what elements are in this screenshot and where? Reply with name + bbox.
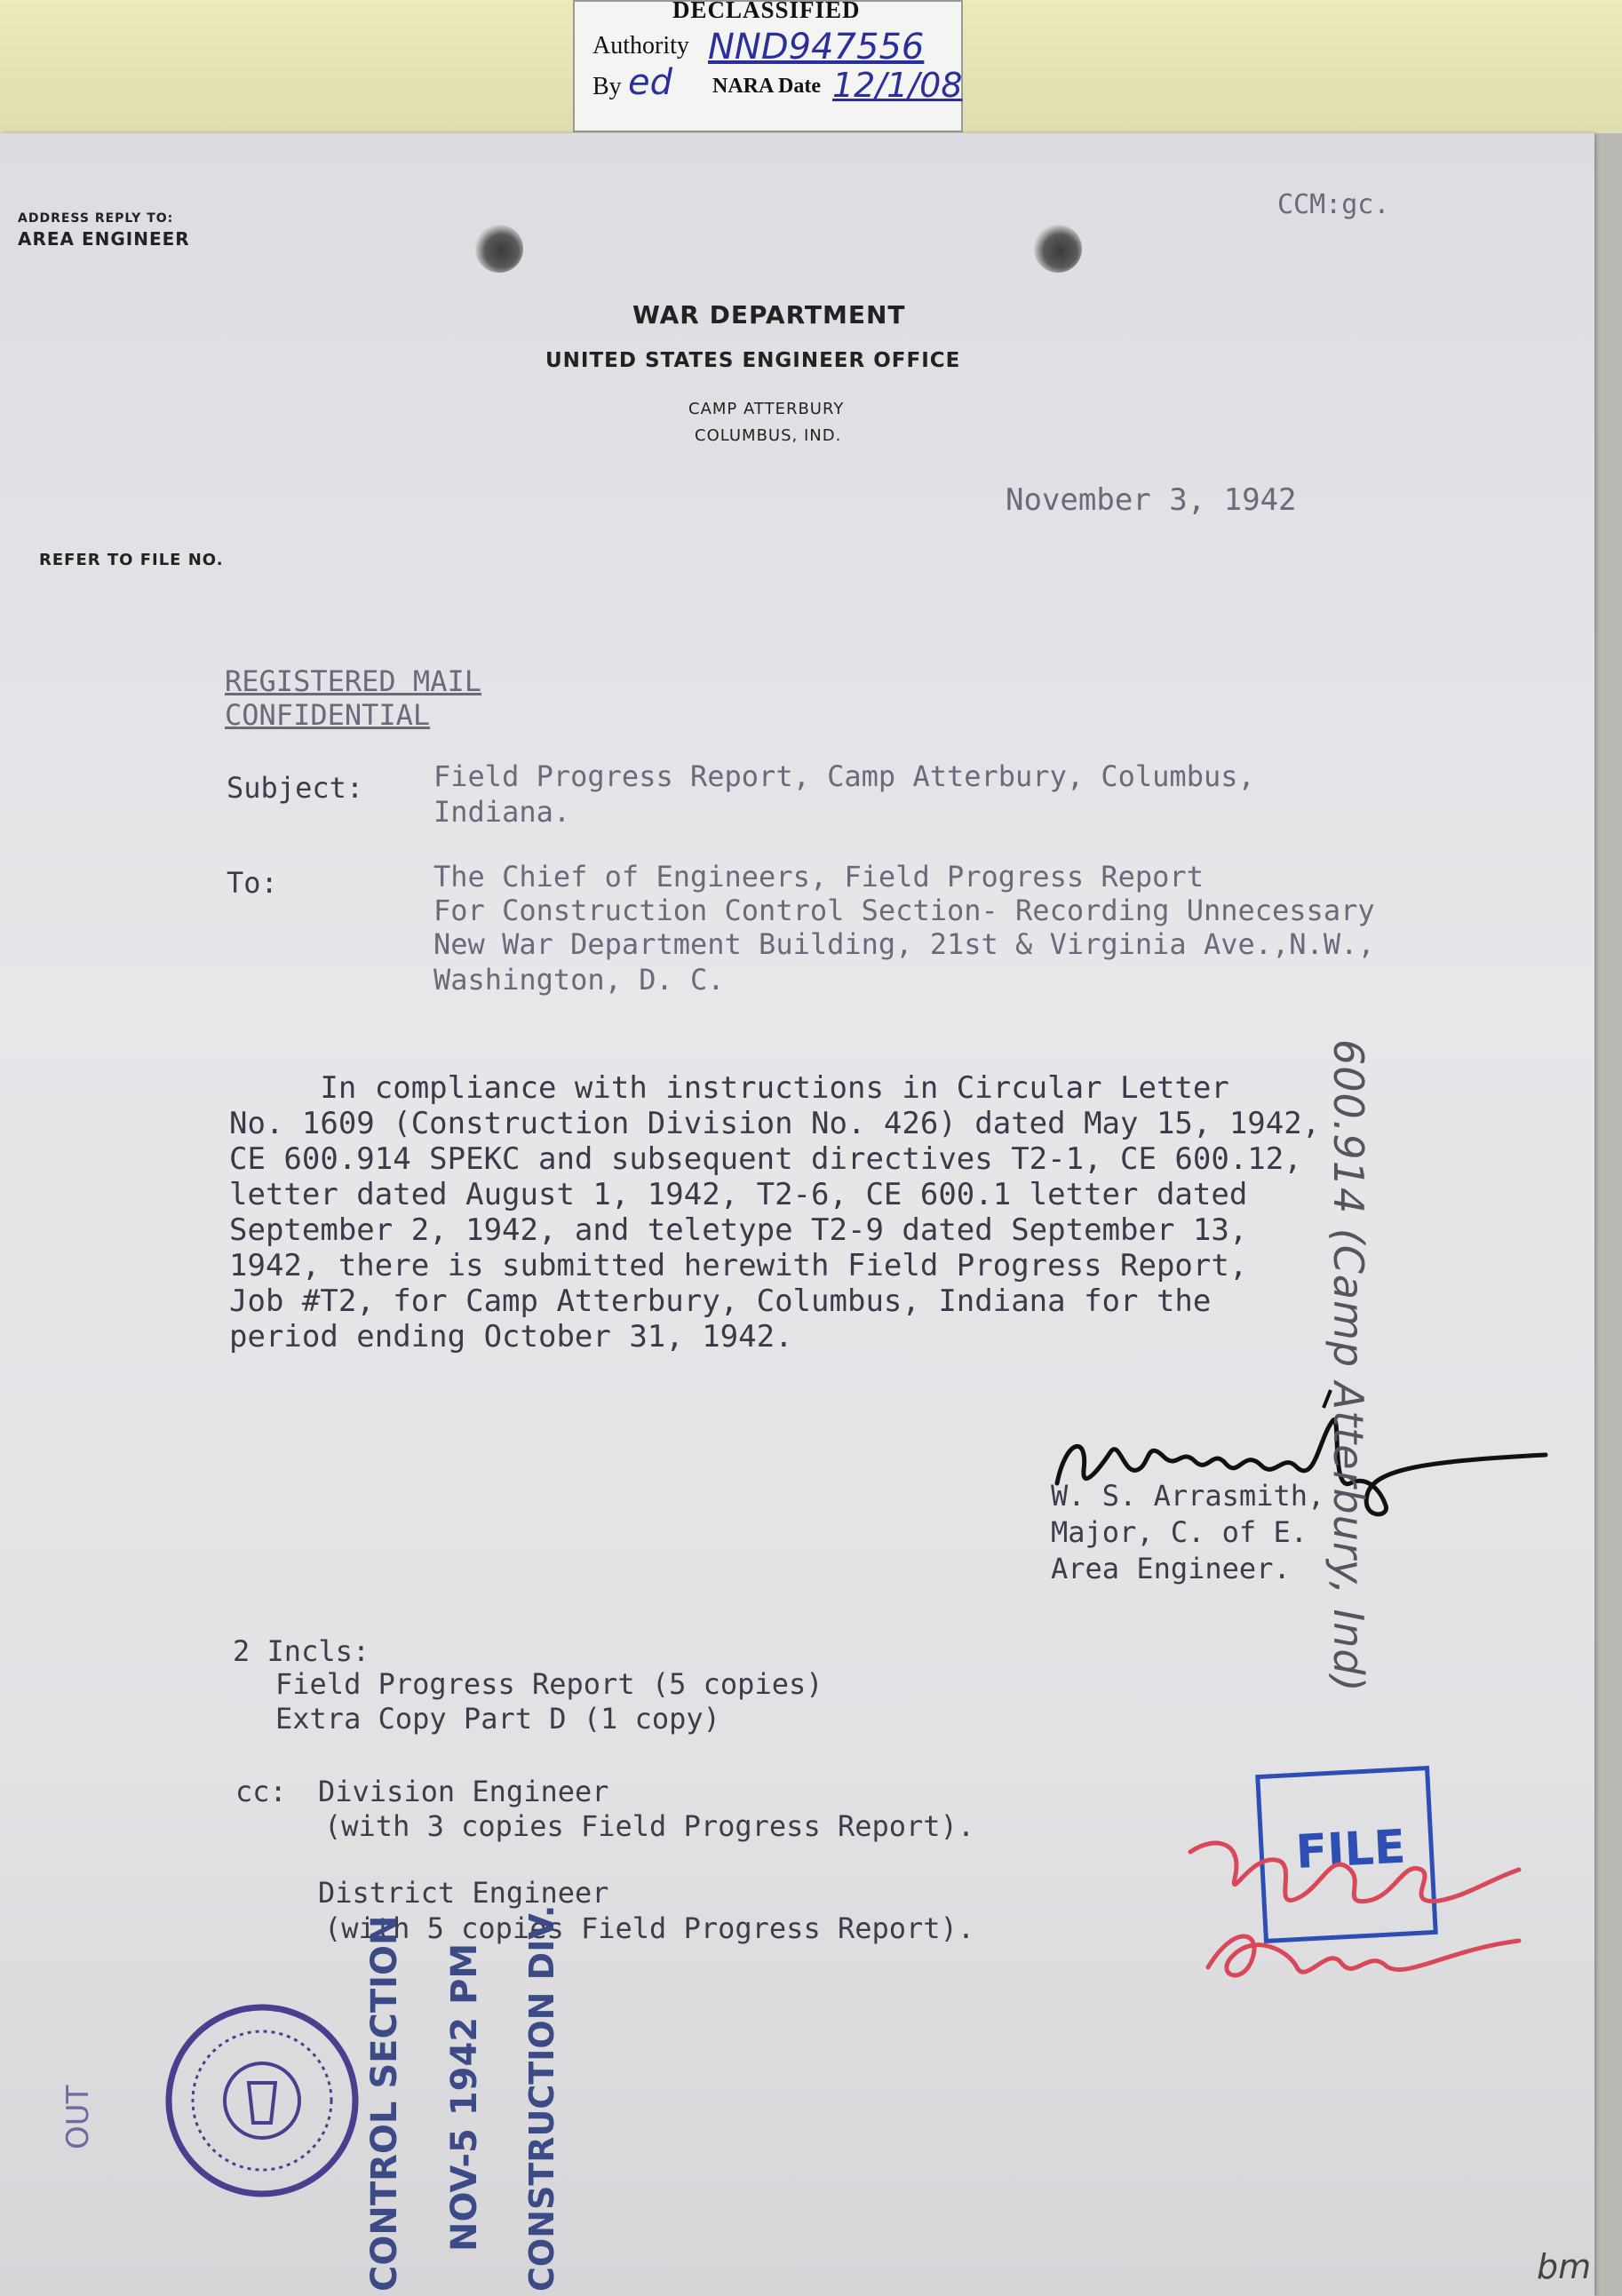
declassified-label: [573, 0, 963, 132]
letter-page: [0, 133, 1594, 2296]
round-date-stamp: [160, 1998, 364, 2203]
to-line2: For Construction Control Section- Recording Unnecessary: [433, 894, 1375, 927]
to-line1: The Chief of Engineers, Field Progress Report: [433, 860, 1204, 894]
by-label: By: [592, 73, 622, 100]
to-label: To:: [227, 866, 278, 900]
red-ink-initials: [1181, 1816, 1528, 2021]
cc-division-engineer: Division Engineer: [318, 1775, 609, 1808]
body-line: CE 600.914 SPEKC and subsequent directives T2-1, CE 600.12,: [229, 1141, 1302, 1177]
enclosure-item2: Extra Copy Part D (1 copy): [275, 1702, 720, 1736]
body-line: September 2, 1942, and teletype T2-9 dated September 13,: [229, 1212, 1248, 1248]
cc-district-engineer: District Engineer: [318, 1876, 609, 1910]
to-line3: New War Department Building, 21st & Virginia Ave.,N.W.,: [433, 927, 1375, 961]
out-stamp: OUT: [60, 2085, 96, 2149]
registered-mail: REGISTERED MAIL: [225, 664, 481, 698]
construction-div-stamp: CONSTRUCTION DIV.: [522, 1904, 561, 2292]
cc-district-detail: (with 5 copies Field Progress Report).: [324, 1911, 975, 1945]
bottom-initials: bm: [1537, 2247, 1592, 2286]
refer-label: REFER TO FILE NO.: [39, 551, 224, 569]
office-heading: UNITED STATES ENGINEER OFFICE: [545, 349, 961, 372]
reply-label: ADDRESS REPLY TO:: [18, 211, 174, 226]
date-received-stamp: NOV-5 1942 PM: [444, 1942, 485, 2252]
cc-label: cc:: [235, 1775, 287, 1808]
signer-title: Area Engineer.: [1051, 1552, 1291, 1585]
body-line: No. 1609 (Construction Division No. 426) dated May 15, 1942,: [229, 1106, 1321, 1141]
cc-division-detail: (with 3 copies Field Progress Report).: [324, 1809, 975, 1843]
authority-label: Authority: [592, 32, 689, 60]
letter-date: November 3, 1942: [1006, 482, 1297, 518]
enclosures-label: 2 Incls:: [233, 1634, 370, 1668]
reference-code: CCM:gc.: [1277, 189, 1390, 220]
body-line: period ending October 31, 1942.: [229, 1319, 793, 1355]
file-stamp-text: FILE: [1294, 1820, 1407, 1879]
department-heading: WAR DEPARTMENT: [632, 300, 906, 330]
nara-date-value: 12/1/08: [832, 66, 963, 105]
signer-rank: Major, C. of E.: [1051, 1515, 1308, 1549]
body-line: In compliance with instructions in Circular Letter: [229, 1070, 1229, 1106]
body-line: Job #T2, for Camp Atterbury, Columbus, Indiana for the: [229, 1283, 1212, 1319]
declassified-heading: DECLASSIFIED: [672, 0, 861, 23]
body-line: 1942, there is submitted herewith Field Progress Report,: [229, 1248, 1248, 1283]
body-line: letter dated August 1, 1942, T2-6, CE 600.1 letter dated: [229, 1177, 1248, 1212]
confidential: CONFIDENTIAL: [225, 698, 431, 732]
control-section-stamp: CONTROL SECTION: [364, 1915, 405, 2292]
authority-value: NND947556: [708, 27, 925, 68]
punch-hole-right: [1034, 225, 1082, 273]
subject-line2: Indiana.: [433, 795, 571, 829]
to-line4: Washington, D. C.: [433, 963, 725, 997]
location-line2: COLUMBUS, IND.: [695, 426, 842, 445]
location-line1: CAMP ATTERBURY: [688, 400, 845, 418]
signer-name: W. S. Arrasmith,: [1051, 1479, 1325, 1513]
subject-label: Subject:: [227, 771, 364, 805]
punch-hole-left: [475, 225, 523, 273]
nara-date-label: NARA Date: [712, 75, 821, 98]
reply-value: AREA ENGINEER: [18, 228, 190, 250]
enclosure-item1: Field Progress Report (5 copies): [275, 1667, 823, 1701]
subject-line1: Field Progress Report, Camp Atterbury, Columbus,: [433, 759, 1255, 793]
by-value: ed: [628, 62, 672, 103]
margin-handwritten-note: 600.914 (Camp Atterbury, Ind): [1324, 1039, 1372, 1693]
